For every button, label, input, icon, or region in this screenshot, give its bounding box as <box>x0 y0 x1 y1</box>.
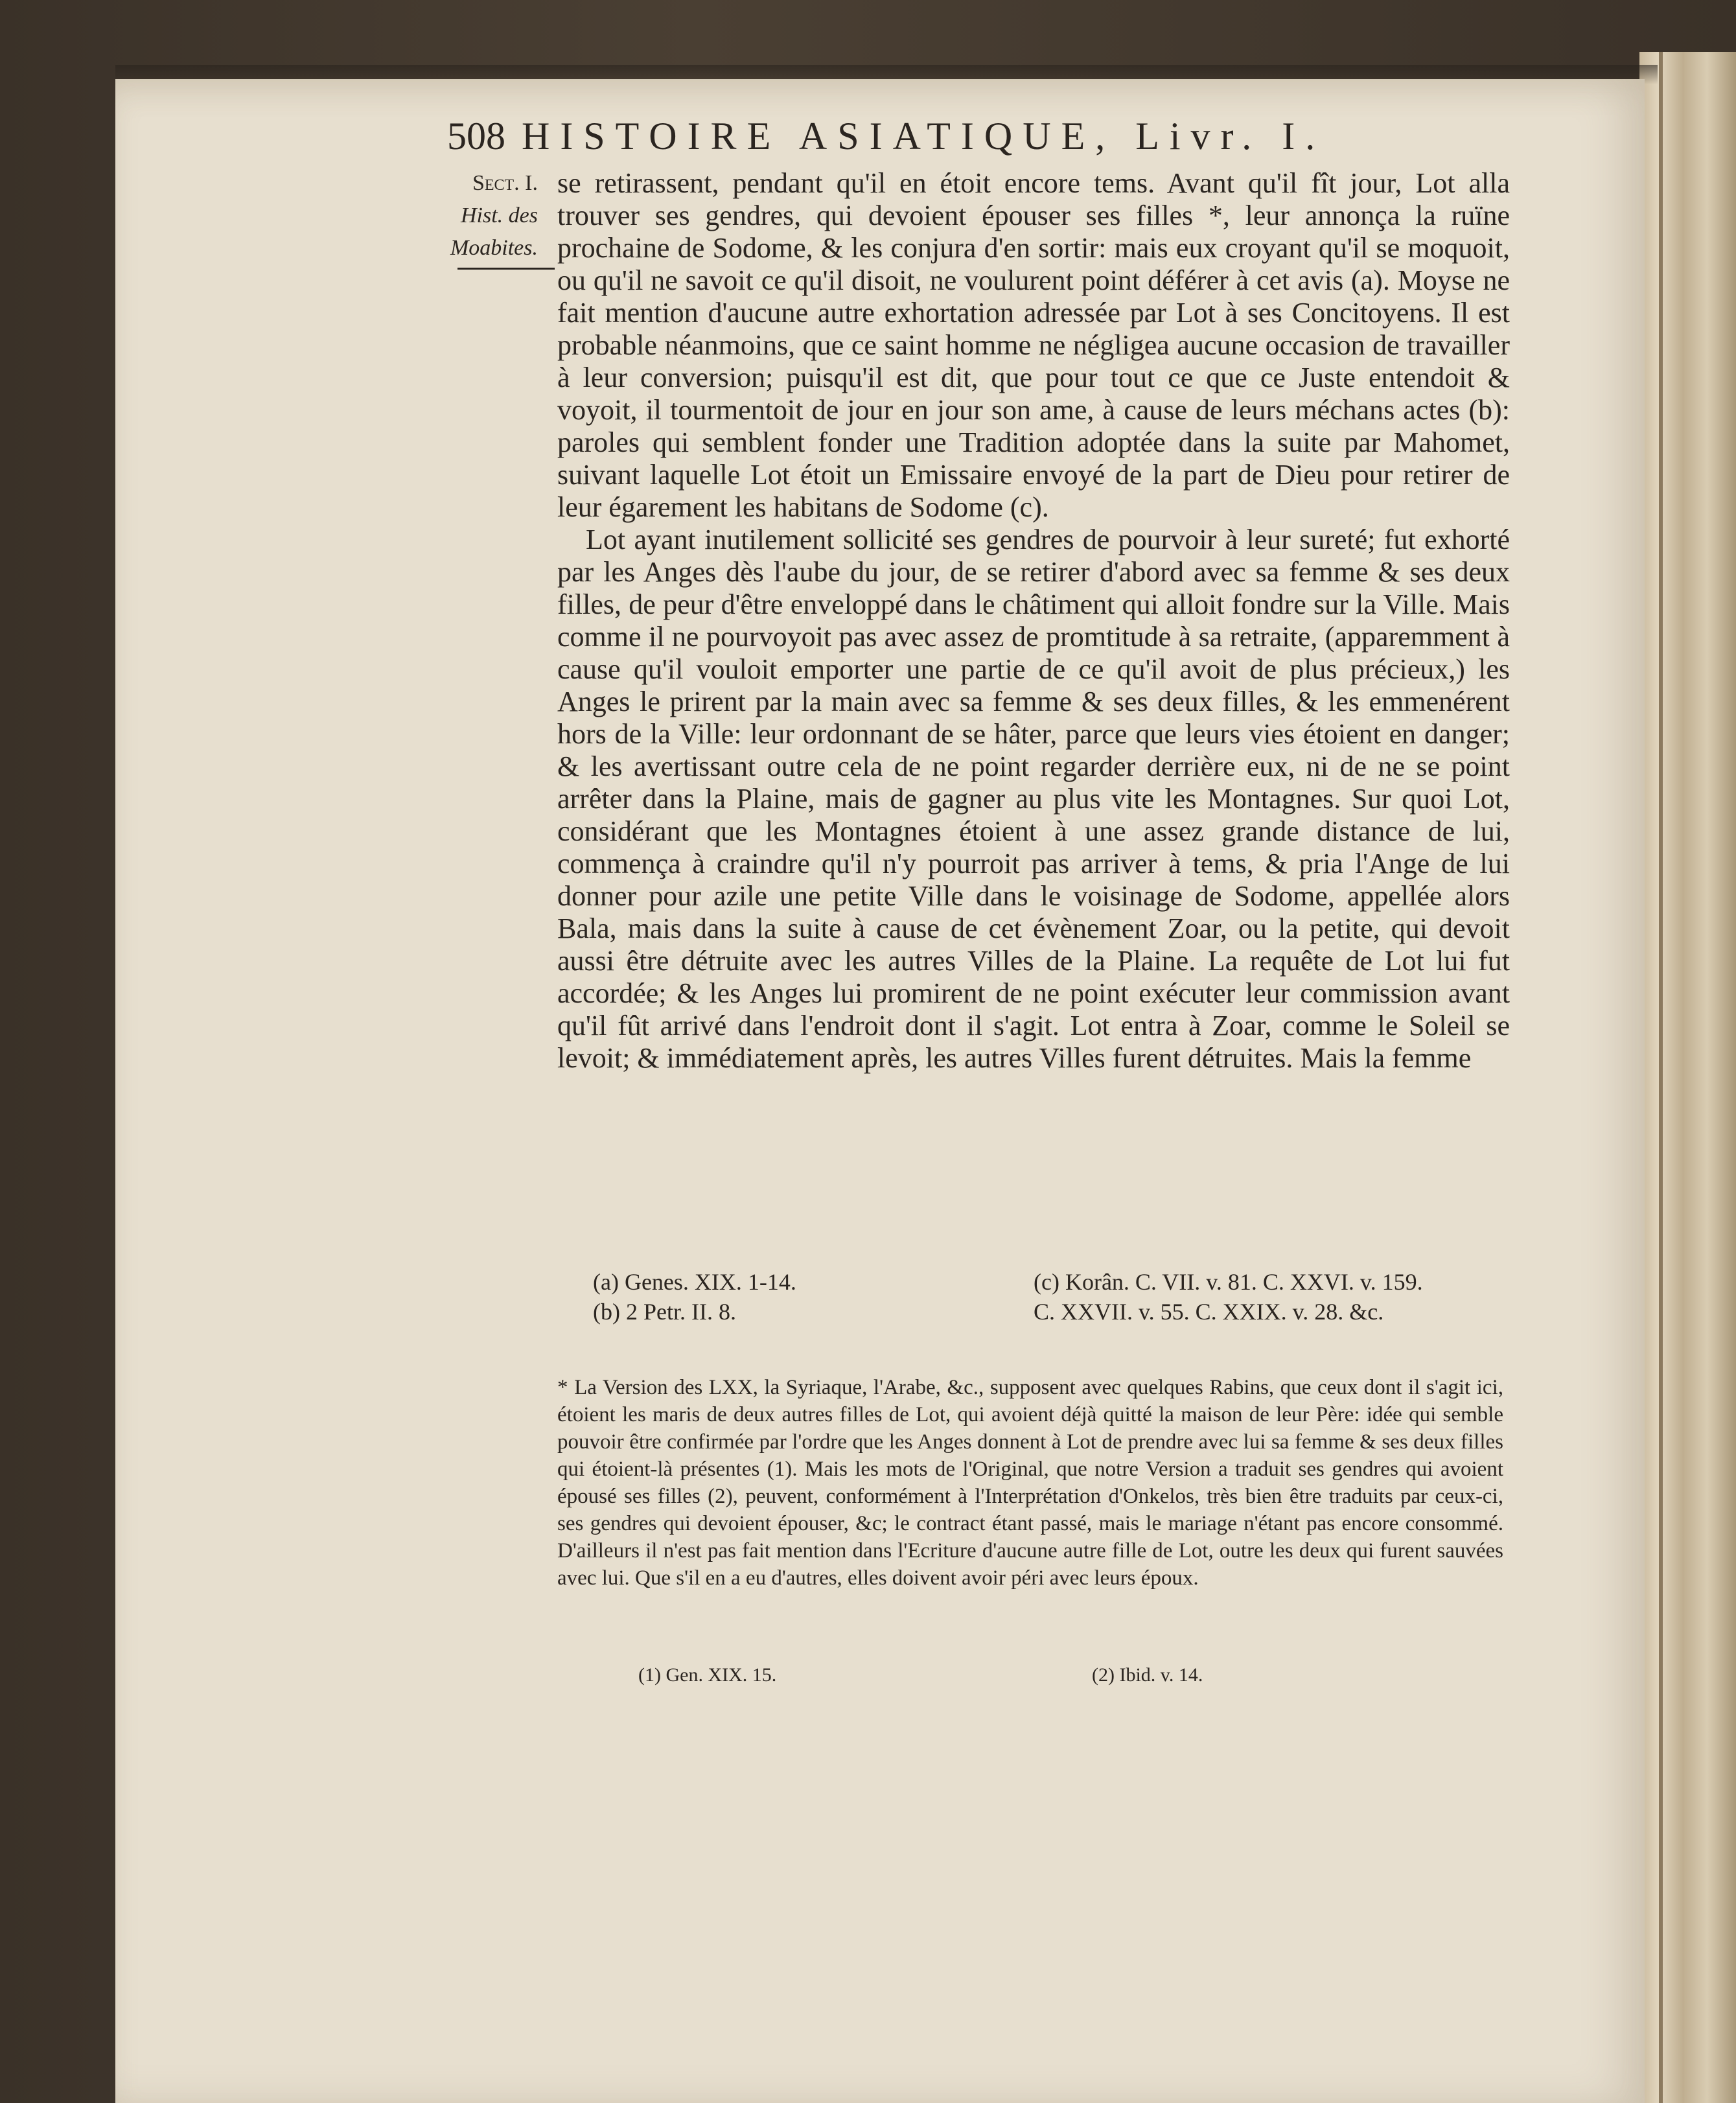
facing-page-edge <box>1639 52 1736 2103</box>
reference-notes <box>593 1267 1500 1327</box>
page-gutter-line <box>1659 52 1663 2103</box>
note-a: (a) Genes. XIX. 1-14. <box>593 1269 796 1295</box>
paragraph-1: se retirassent, pendant qu'il en étoit encore tems. Avant qu'il fît jour, Lot alla trouver ses gendres, qui devoient épouser ses filles *, leur annonça la ruïne prochaine de Sodome, & les conjura d'en sortir: mais eux croyant qu'il se moquoit, ou qu'il ne savoit ce qu'il disoit, ne voulurent point déférer à cet avis (a). Moyse ne fait mention d'aucune autre exhortation adressée par Lot à ses Concitoyens. Il est probable néanmoins, que ce saint homme ne négligea aucune occasion de travailler à leur conversion; puisqu'il est dit, que pour tout ce que ce Juste entendoit & voyoit, il tourmentoit de jour en jour son ame, à cause de leurs méchans actes (b): paroles qui semblent fonder une Tradition adoptée dans la suite par Mahomet, suivant laquelle Lot étoit un Emissaire envoyé de la part de Dieu pour retirer de leur égarement les habitans de Sodome (c). <box>557 167 1510 523</box>
main-text <box>557 167 1510 1075</box>
margin-rule <box>457 268 555 270</box>
note-b: (b) 2 Petr. II. 8. <box>593 1299 736 1325</box>
asterisk-footnote: * La Version des LXX, la Syriaque, l'Arabe, &c., supposent avec quelques Rabins, que ceux dont il s'agit ici, étoient les maris de deux autres filles de Lot, qui avoient déjà quitté la maison de leur Père: idée qui semble pouvoir être confirmée par l'ordre que les Anges donnent à Lot de prendre avec lui sa femme & ses deux filles qui étoient-là présentes (1). Mais les mots de l'Original, que notre Version a traduit ses gendres qui avoient épousé ses filles (2), peuvent, conformément à l'Interprétation d'Onkelos, très bien être traduits par ceux-ci, ses gendres qui devoient épouser, &c; le contract étant passé, mais le mariage n'étant pas encore consommé. D'ailleurs il n'est pas fait mention dans l'Ecriture d'aucune autre fille de Lot, outre les deux qui furent sauvées avec lui. Que s'il en a eu d'autres, elles doivent avoir péri avec leurs époux. <box>557 1376 1503 1590</box>
subnote-2: (2) Ibid. v. 14. <box>1092 1664 1203 1686</box>
note-c-line-2: C. XXVII. v. 55. C. XXIX. v. 28. &c. <box>1034 1299 1384 1325</box>
page-number: 508 <box>447 115 505 157</box>
margin-section: Sect. I. <box>472 171 538 195</box>
margin-notes <box>343 167 538 264</box>
running-title: HISTOIRE ASIATIQUE, Livr. I. <box>522 115 1326 157</box>
running-header <box>447 110 1497 162</box>
note-c-line-1: (c) Korân. C. VII. v. 81. C. XXVI. v. 159. <box>1034 1269 1423 1295</box>
margin-topic-line-2: Moabites. <box>450 236 538 260</box>
subnote-1: (1) Gen. XIX. 15. <box>638 1664 777 1686</box>
footnote-references <box>638 1662 1286 1688</box>
margin-topic-line-1: Hist. des <box>461 203 538 227</box>
paragraph-2: Lot ayant inutilement sollicité ses gendres de pourvoir à leur sureté; fut exhorté par les Anges dès l'aube du jour, de se retirer d'abord avec sa femme & ses deux filles, de peur d'être enveloppé dans le châtiment qui alloit fondre sur la Ville. Mais comme il ne pourvoyoit pas avec assez de promtitude à sa retraite, (apparemment à cause qu'il vouloit emporter une partie de ce qu'il avoit de plus précieux,) les Anges le prirent par la main avec sa femme & ses deux filles, & les emmenérent hors de la Ville: leur ordonnant de se hâter, parce que leurs vies étoient en danger; & les avertissant outre cela de ne point regarder derrière eux, ni de ne se point arrêter dans la Plaine, mais de gagner au plus vite les Montagnes. Sur quoi Lot, considérant que les Montagnes étoient à une assez grande distance de lui, commença à craindre qu'il n'y pourroit pas arriver à tems, & pria l'Ange de lui donner pour azile une petite Ville dans le voisinage de Sodome, appellée alors Bala, mais dans la suite à cause de cet évènement Zoar, ou la petite, qui devoit aussi être détruite avec les autres Villes de la Plaine. La requête de Lot lui fut accordée; & les Anges lui promirent de ne point exécuter leur commission avant qu'il fût arrivé dans l'endroit dont il s'agit. Lot entra à Zoar, comme le Soleil se levoit; & immédiatement après, les autres Villes furent détruites. Mais la femme <box>557 524 1510 1074</box>
